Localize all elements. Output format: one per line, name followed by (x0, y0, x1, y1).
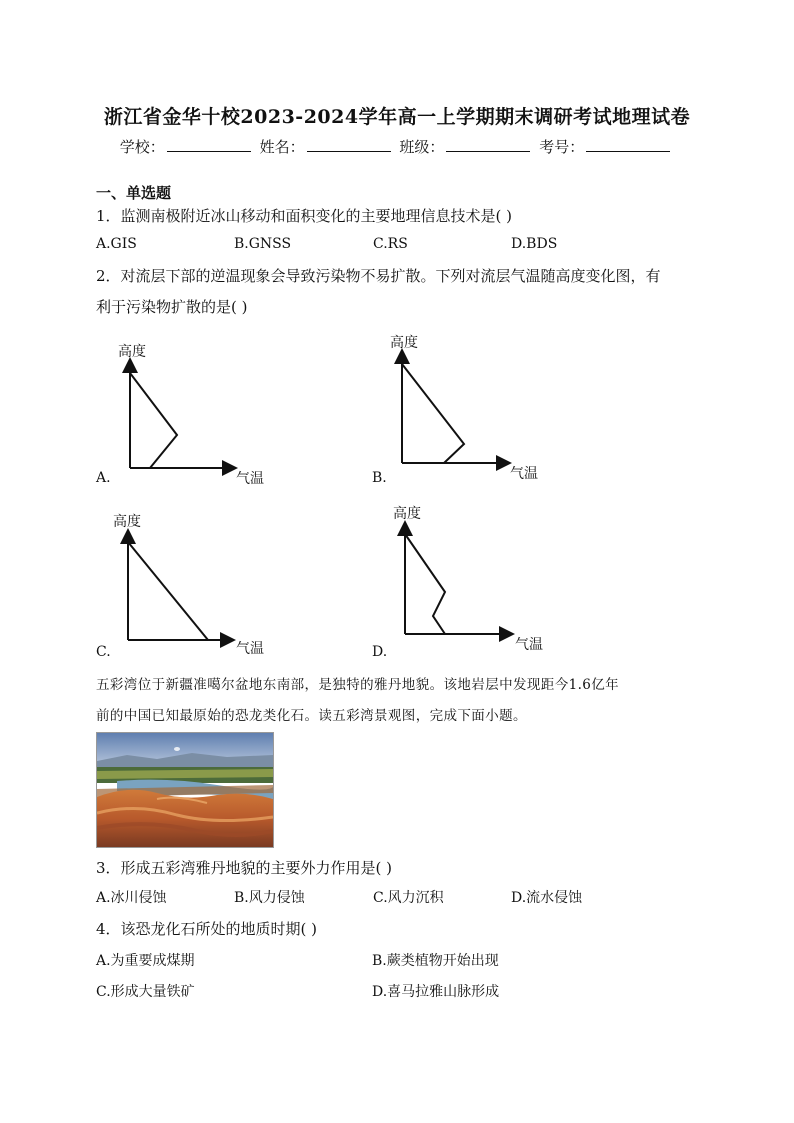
question-3-option-a[interactable]: A.冰川侵蚀 (96, 890, 167, 906)
graph-b-x-label: 气温 (510, 466, 538, 482)
question-4-stem: 4．该恐龙化石所处的地质时期( ) (96, 920, 318, 938)
class-label: 班级： (399, 138, 445, 156)
question-1-option-b[interactable]: B.GNSS (234, 236, 292, 252)
graph-c-x-label: 气温 (236, 641, 264, 657)
name-label: 姓名： (259, 138, 305, 156)
question-3-stem: 3．形成五彩湾雅丹地貌的主要外力作用是( ) (96, 859, 393, 877)
passage-line-2: 前的中国已知最原始的恐龙类化石。读五彩湾景观图，完成下面小题。 (96, 708, 527, 724)
graph-d-curve (405, 534, 445, 634)
question-4-option-d[interactable]: D.喜马拉雅山脉形成 (372, 984, 500, 1000)
graph-a (90, 355, 290, 485)
graph-d-y-label: 高度 (393, 506, 421, 522)
student-info-line (0, 136, 794, 157)
exam-number-label: 考号： (539, 138, 585, 156)
graph-b-curve (402, 364, 464, 463)
question-1-option-c[interactable]: C.RS (373, 236, 408, 252)
graph-b (362, 346, 562, 476)
question-2-option-a[interactable]: A. (96, 470, 111, 486)
question-2-stem-line2: 利于污染物扩散的是( ) (96, 298, 248, 316)
question-1-option-a[interactable]: A.GIS (96, 236, 137, 252)
graph-c-curve (128, 542, 208, 640)
graph-d-x-label: 气温 (515, 637, 543, 653)
question-2-stem-line1: 2．对流层下部的逆温现象会导致污染物不易扩散。下列对流层气温随高度变化图，有 (96, 267, 661, 285)
landscape-illustration (97, 733, 273, 847)
question-3-option-c[interactable]: C.风力沉积 (373, 890, 444, 906)
name-blank[interactable] (307, 139, 391, 152)
wucaiwan-landscape-photo (96, 732, 274, 848)
graph-a-y-label: 高度 (118, 344, 146, 360)
question-3-option-b[interactable]: B.风力侵蚀 (234, 890, 305, 906)
graph-d (365, 518, 565, 648)
question-4-option-a[interactable]: A.为重要成煤期 (96, 953, 195, 969)
question-4-option-c[interactable]: C.形成大量铁矿 (96, 984, 195, 1000)
question-1-stem: 1．监测南极附近冰山移动和面积变化的主要地理信息技术是( ) (96, 207, 513, 225)
class-blank[interactable] (446, 139, 530, 152)
question-2-option-b[interactable]: B. (372, 470, 387, 486)
graph-c (88, 526, 288, 656)
section-title: 一、单选题 (96, 184, 172, 202)
question-2-option-c[interactable]: C. (96, 644, 111, 660)
exam-number-blank[interactable] (586, 139, 670, 152)
graph-b-y-label: 高度 (390, 335, 418, 351)
question-3-option-d[interactable]: D.流水侵蚀 (511, 890, 583, 906)
question-4-option-b[interactable]: B.蕨类植物开始出现 (372, 953, 499, 969)
school-blank[interactable] (167, 139, 251, 152)
exam-title: 浙江省金华十校2023-2024学年高一上学期期末调研考试地理试卷 (103, 106, 691, 128)
question-2-option-d[interactable]: D. (372, 644, 388, 660)
graph-c-y-label: 高度 (113, 514, 141, 530)
school-label: 学校： (119, 138, 165, 156)
question-1-option-d[interactable]: D.BDS (511, 236, 558, 252)
graph-a-x-label: 气温 (236, 471, 264, 487)
passage-line-1: 五彩湾位于新疆准噶尔盆地东南部，是独特的雅丹地貌。该地岩层中发现距今1.6亿年 (96, 677, 620, 693)
graph-a-curve (130, 373, 177, 468)
